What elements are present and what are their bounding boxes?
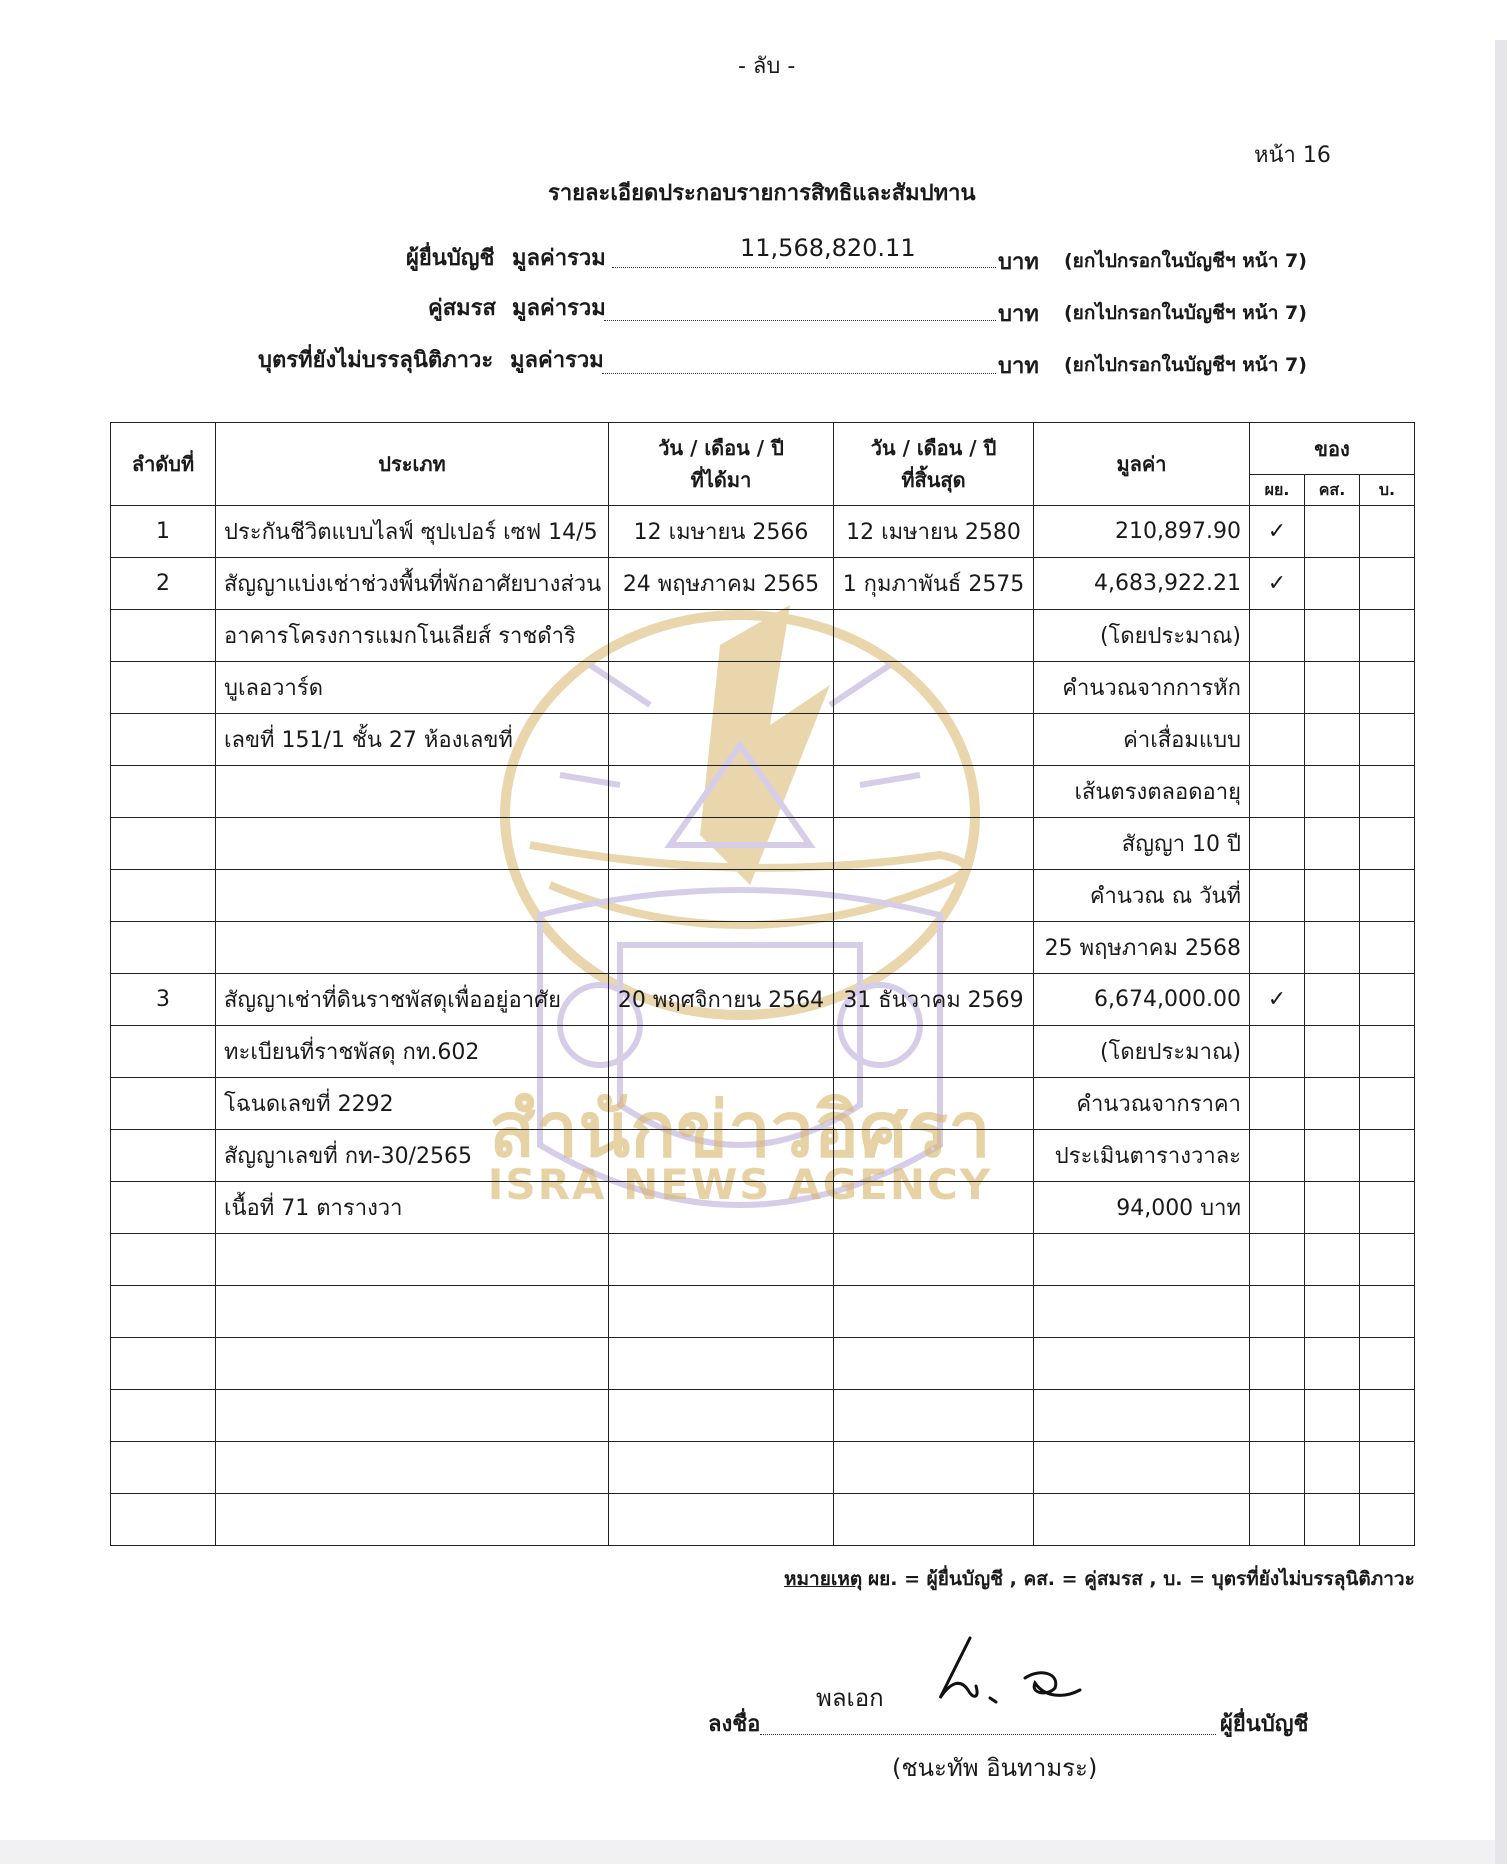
table-body — [111, 506, 1415, 1546]
total-label: มูลค่ารวม — [512, 296, 606, 321]
row-seq — [111, 714, 216, 766]
row-value: 4,683,922.21 — [1034, 558, 1250, 610]
row-owner-child — [1360, 818, 1415, 870]
row-date-obtained — [609, 1390, 834, 1442]
row-owner-declarant — [1250, 870, 1305, 922]
total-dotted-line — [612, 267, 996, 268]
row-date-end — [834, 1130, 1034, 1182]
row-seq — [111, 1442, 216, 1494]
row-owner-declarant — [1250, 1286, 1305, 1338]
watermark-text-english: ISRA NEWS AGENCY — [487, 1160, 993, 1209]
row-owner-child — [1360, 714, 1415, 766]
table-row — [111, 714, 1415, 766]
row-seq — [111, 1182, 216, 1234]
row-date-obtained — [609, 1078, 834, 1130]
header-date-end — [834, 423, 1034, 506]
row-type: ทะเบียนที่ราชพัสดุ กท.602 — [216, 1026, 609, 1078]
header-owner-declarant: ผย. — [1250, 475, 1305, 506]
row-date-obtained — [609, 1442, 834, 1494]
row-owner-spouse — [1305, 714, 1360, 766]
row-seq — [111, 610, 216, 662]
table-row — [111, 1494, 1415, 1546]
row-date-obtained — [609, 1182, 834, 1234]
total-note: (ยกไปกรอกในบัญชีฯ หน้า 7) — [1064, 302, 1307, 324]
row-seq — [111, 1286, 216, 1338]
row-owner-child — [1360, 506, 1415, 558]
row-owner-child — [1360, 1078, 1415, 1130]
row-owner-declarant — [1250, 1026, 1305, 1078]
row-owner-declarant — [1250, 1338, 1305, 1390]
header-owner-child: บ. — [1360, 475, 1415, 506]
total-value: 11,568,820.11 — [740, 234, 916, 262]
row-owner-spouse — [1305, 558, 1360, 610]
row-owner-spouse — [1305, 1286, 1360, 1338]
row-value: เส้นตรงตลอดอายุ — [1034, 766, 1250, 818]
row-value: (โดยประมาณ) — [1034, 610, 1250, 662]
row-type — [216, 766, 609, 818]
total-unit: บาท — [998, 354, 1039, 379]
signature-dotted-line — [760, 1734, 1216, 1735]
table-row — [111, 1286, 1415, 1338]
row-type — [216, 1338, 609, 1390]
header-owner-spouse: คส. — [1305, 475, 1360, 506]
row-date-end — [834, 1442, 1034, 1494]
page-number: หน้า 16 — [1254, 143, 1331, 168]
table-row — [111, 1026, 1415, 1078]
total-label: มูลค่ารวม — [510, 348, 604, 373]
row-date-end: 31 ธันวาคม 2569 — [834, 974, 1034, 1026]
row-owner-child — [1360, 1494, 1415, 1546]
total-note: (ยกไปกรอกในบัญชีฯ หน้า 7) — [1064, 354, 1307, 376]
total-note: (ยกไปกรอกในบัญชีฯ หน้า 7) — [1064, 250, 1307, 272]
row-date-end — [834, 1182, 1034, 1234]
row-date-end — [834, 1286, 1034, 1338]
row-date-end — [834, 1390, 1034, 1442]
row-date-end — [834, 714, 1034, 766]
signer-role: ผู้ยื่นบัญชี — [1220, 1712, 1309, 1737]
row-value — [1034, 1390, 1250, 1442]
row-type: อาคารโครงการแมกโนเลียส์ ราชดำริ — [216, 610, 609, 662]
row-type — [216, 870, 609, 922]
rights-concessions-table — [110, 422, 1415, 1546]
row-owner-declarant — [1250, 1390, 1305, 1442]
header-date-obtained-line1: วัน / เดือน / ปี — [658, 436, 784, 460]
row-owner-spouse — [1305, 1026, 1360, 1078]
row-owner-child — [1360, 1390, 1415, 1442]
page-title: รายละเอียดประกอบรายการสิทธิและสัมปทาน — [548, 181, 976, 206]
row-owner-child — [1360, 1338, 1415, 1390]
row-date-end — [834, 610, 1034, 662]
row-owner-declarant — [1250, 818, 1305, 870]
row-type — [216, 922, 609, 974]
row-type: บูเลอวาร์ด — [216, 662, 609, 714]
row-value — [1034, 1286, 1250, 1338]
row-date-obtained — [609, 870, 834, 922]
row-owner-declarant: ✓ — [1250, 974, 1305, 1026]
row-seq: 1 — [111, 506, 216, 558]
row-owner-child — [1360, 1130, 1415, 1182]
row-owner-spouse — [1305, 766, 1360, 818]
row-type: เลขที่ 151/1 ชั้น 27 ห้องเลขที่ — [216, 714, 609, 766]
row-seq: 2 — [111, 558, 216, 610]
sign-label: ลงชื่อ — [708, 1712, 761, 1737]
row-owner-spouse — [1305, 818, 1360, 870]
row-date-end — [834, 1494, 1034, 1546]
row-date-end — [834, 1234, 1034, 1286]
total-who: บุตรที่ยังไม่บรรลุนิติภาวะ — [258, 348, 494, 373]
row-owner-declarant — [1250, 1130, 1305, 1182]
row-type: สัญญาเลขที่ กท-30/2565 — [216, 1130, 609, 1182]
row-owner-child — [1360, 1234, 1415, 1286]
header-date-obtained — [609, 423, 834, 506]
row-owner-child — [1360, 1026, 1415, 1078]
row-seq — [111, 1078, 216, 1130]
row-type: เนื้อที่ 71 ตารางวา — [216, 1182, 609, 1234]
row-type: ประกันชีวิตแบบไลฟ์ ซุปเปอร์ เซฟ 14/5 — [216, 506, 609, 558]
row-owner-declarant — [1250, 1078, 1305, 1130]
row-owner-spouse — [1305, 1338, 1360, 1390]
row-date-obtained — [609, 610, 834, 662]
footnote-text: ผย. = ผู้ยื่นบัญชี , คส. = คู่สมรส , บ. = บุตรที่ยังไม่บรรลุนิติภาวะ — [868, 1568, 1415, 1590]
table-row — [111, 818, 1415, 870]
row-owner-child — [1360, 1286, 1415, 1338]
total-label: มูลค่ารวม — [512, 246, 606, 271]
row-type — [216, 1442, 609, 1494]
header-value: มูลค่า — [1034, 423, 1250, 506]
row-value — [1034, 1494, 1250, 1546]
row-date-obtained: 12 เมษายน 2566 — [609, 506, 834, 558]
total-unit: บาท — [998, 302, 1039, 327]
table-row — [111, 1442, 1415, 1494]
row-date-obtained — [609, 714, 834, 766]
row-owner-declarant — [1250, 714, 1305, 766]
row-seq — [111, 870, 216, 922]
header-owner: ของ — [1250, 423, 1415, 475]
total-who: ผู้ยื่นบัญชี — [406, 246, 495, 271]
row-value: สัญญา 10 ปี — [1034, 818, 1250, 870]
row-type — [216, 1234, 609, 1286]
row-owner-child — [1360, 922, 1415, 974]
row-owner-spouse — [1305, 1442, 1360, 1494]
row-date-obtained — [609, 662, 834, 714]
row-type — [216, 1286, 609, 1338]
table-row — [111, 506, 1415, 558]
row-owner-declarant: ✓ — [1250, 558, 1305, 610]
table-row — [111, 1078, 1415, 1130]
row-type: โฉนดเลขที่ 2292 — [216, 1078, 609, 1130]
table-row — [111, 1130, 1415, 1182]
row-owner-spouse — [1305, 1390, 1360, 1442]
row-owner-spouse — [1305, 1130, 1360, 1182]
row-owner-declarant — [1250, 1234, 1305, 1286]
table-row — [111, 610, 1415, 662]
row-owner-child — [1360, 870, 1415, 922]
row-owner-spouse — [1305, 870, 1360, 922]
table-row — [111, 974, 1415, 1026]
row-date-obtained: 24 พฤษภาคม 2565 — [609, 558, 834, 610]
row-date-end — [834, 1338, 1034, 1390]
row-date-end — [834, 1078, 1034, 1130]
viewer-scroll-gutter[interactable] — [1495, 40, 1507, 1864]
row-value — [1034, 1338, 1250, 1390]
row-owner-child — [1360, 662, 1415, 714]
row-owner-declarant — [1250, 1494, 1305, 1546]
row-owner-spouse — [1305, 662, 1360, 714]
row-owner-spouse — [1305, 506, 1360, 558]
table-row — [111, 1390, 1415, 1442]
row-owner-child — [1360, 974, 1415, 1026]
row-seq — [111, 1494, 216, 1546]
table-row — [111, 766, 1415, 818]
row-date-obtained — [609, 1130, 834, 1182]
table-row — [111, 558, 1415, 610]
total-who: คู่สมรส — [428, 296, 496, 321]
header-seq: ลำดับที่ — [111, 423, 216, 506]
total-dotted-line — [602, 373, 996, 374]
row-owner-declarant: ✓ — [1250, 506, 1305, 558]
row-owner-declarant — [1250, 922, 1305, 974]
row-date-end: 12 เมษายน 2580 — [834, 506, 1034, 558]
row-date-obtained — [609, 1338, 834, 1390]
row-type — [216, 818, 609, 870]
row-owner-spouse — [1305, 1234, 1360, 1286]
row-owner-declarant — [1250, 1442, 1305, 1494]
row-seq — [111, 922, 216, 974]
row-date-obtained — [609, 1286, 834, 1338]
row-date-end — [834, 662, 1034, 714]
row-type — [216, 1494, 609, 1546]
total-dotted-line — [604, 320, 996, 321]
header-date-obtained-line2: ที่ได้มา — [690, 468, 752, 492]
row-owner-spouse — [1305, 1078, 1360, 1130]
table-row — [111, 1338, 1415, 1390]
row-owner-declarant — [1250, 1182, 1305, 1234]
row-value: 6,674,000.00 — [1034, 974, 1250, 1026]
row-seq — [111, 1338, 216, 1390]
row-date-end — [834, 818, 1034, 870]
row-owner-declarant — [1250, 766, 1305, 818]
row-seq — [111, 766, 216, 818]
footnote-label: หมายเหตุ — [784, 1568, 863, 1590]
row-date-obtained — [609, 1494, 834, 1546]
table-row — [111, 662, 1415, 714]
header-date-end-line2: ที่สิ้นสุด — [901, 468, 966, 492]
row-owner-declarant — [1250, 662, 1305, 714]
row-seq — [111, 818, 216, 870]
row-value: คำนวณจากการหัก — [1034, 662, 1250, 714]
secret-marker: - ลับ - — [738, 54, 796, 79]
row-date-end — [834, 922, 1034, 974]
header-date-end-line1: วัน / เดือน / ปี — [870, 436, 997, 460]
table-row — [111, 1182, 1415, 1234]
total-unit: บาท — [998, 250, 1039, 275]
handwritten-signature-icon — [930, 1628, 1100, 1718]
row-owner-child — [1360, 610, 1415, 662]
row-owner-child — [1360, 1182, 1415, 1234]
row-value — [1034, 1442, 1250, 1494]
row-value: ค่าเสื่อมแบบ — [1034, 714, 1250, 766]
signer-rank: พลเอก — [816, 1684, 884, 1712]
row-value — [1034, 1234, 1250, 1286]
row-date-obtained — [609, 766, 834, 818]
row-seq — [111, 1130, 216, 1182]
row-value: คำนวณ ณ วันที่ — [1034, 870, 1250, 922]
row-seq — [111, 1026, 216, 1078]
row-value: (โดยประมาณ) — [1034, 1026, 1250, 1078]
row-type: สัญญาแบ่งเช่าช่วงพื้นที่พักอาศัยบางส่วน — [216, 558, 609, 610]
row-date-obtained: 20 พฤศจิกายน 2564 — [609, 974, 834, 1026]
row-date-end — [834, 1026, 1034, 1078]
row-owner-spouse — [1305, 1494, 1360, 1546]
row-owner-child — [1360, 558, 1415, 610]
header-type: ประเภท — [216, 423, 609, 506]
row-value: 210,897.90 — [1034, 506, 1250, 558]
row-value: 25 พฤษภาคม 2568 — [1034, 922, 1250, 974]
row-date-end — [834, 766, 1034, 818]
row-owner-spouse — [1305, 610, 1360, 662]
table-row — [111, 922, 1415, 974]
row-owner-child — [1360, 766, 1415, 818]
row-owner-spouse — [1305, 974, 1360, 1026]
row-type — [216, 1390, 609, 1442]
row-seq — [111, 1234, 216, 1286]
watermark-text-thai: สำนักข่าวอิศรา — [489, 1085, 991, 1174]
row-date-obtained — [609, 1026, 834, 1078]
row-owner-spouse — [1305, 922, 1360, 974]
row-type: สัญญาเช่าที่ดินราชพัสดุเพื่ออยู่อาศัย — [216, 974, 609, 1026]
row-seq: 3 — [111, 974, 216, 1026]
row-date-end — [834, 870, 1034, 922]
row-owner-spouse — [1305, 1182, 1360, 1234]
row-value: 94,000 บาท — [1034, 1182, 1250, 1234]
row-seq — [111, 662, 216, 714]
row-date-obtained — [609, 818, 834, 870]
row-owner-child — [1360, 1442, 1415, 1494]
row-date-obtained — [609, 922, 834, 974]
row-seq — [111, 1390, 216, 1442]
row-date-end: 1 กุมภาพันธ์ 2575 — [834, 558, 1034, 610]
row-owner-declarant — [1250, 610, 1305, 662]
table-row — [111, 870, 1415, 922]
row-value: ประเมินตารางวาละ — [1034, 1130, 1250, 1182]
row-value: คำนวณจากราคา — [1034, 1078, 1250, 1130]
signer-name: (ชนะทัพ อินทามระ) — [892, 1754, 1098, 1782]
table-row — [111, 1234, 1415, 1286]
row-date-obtained — [609, 1234, 834, 1286]
